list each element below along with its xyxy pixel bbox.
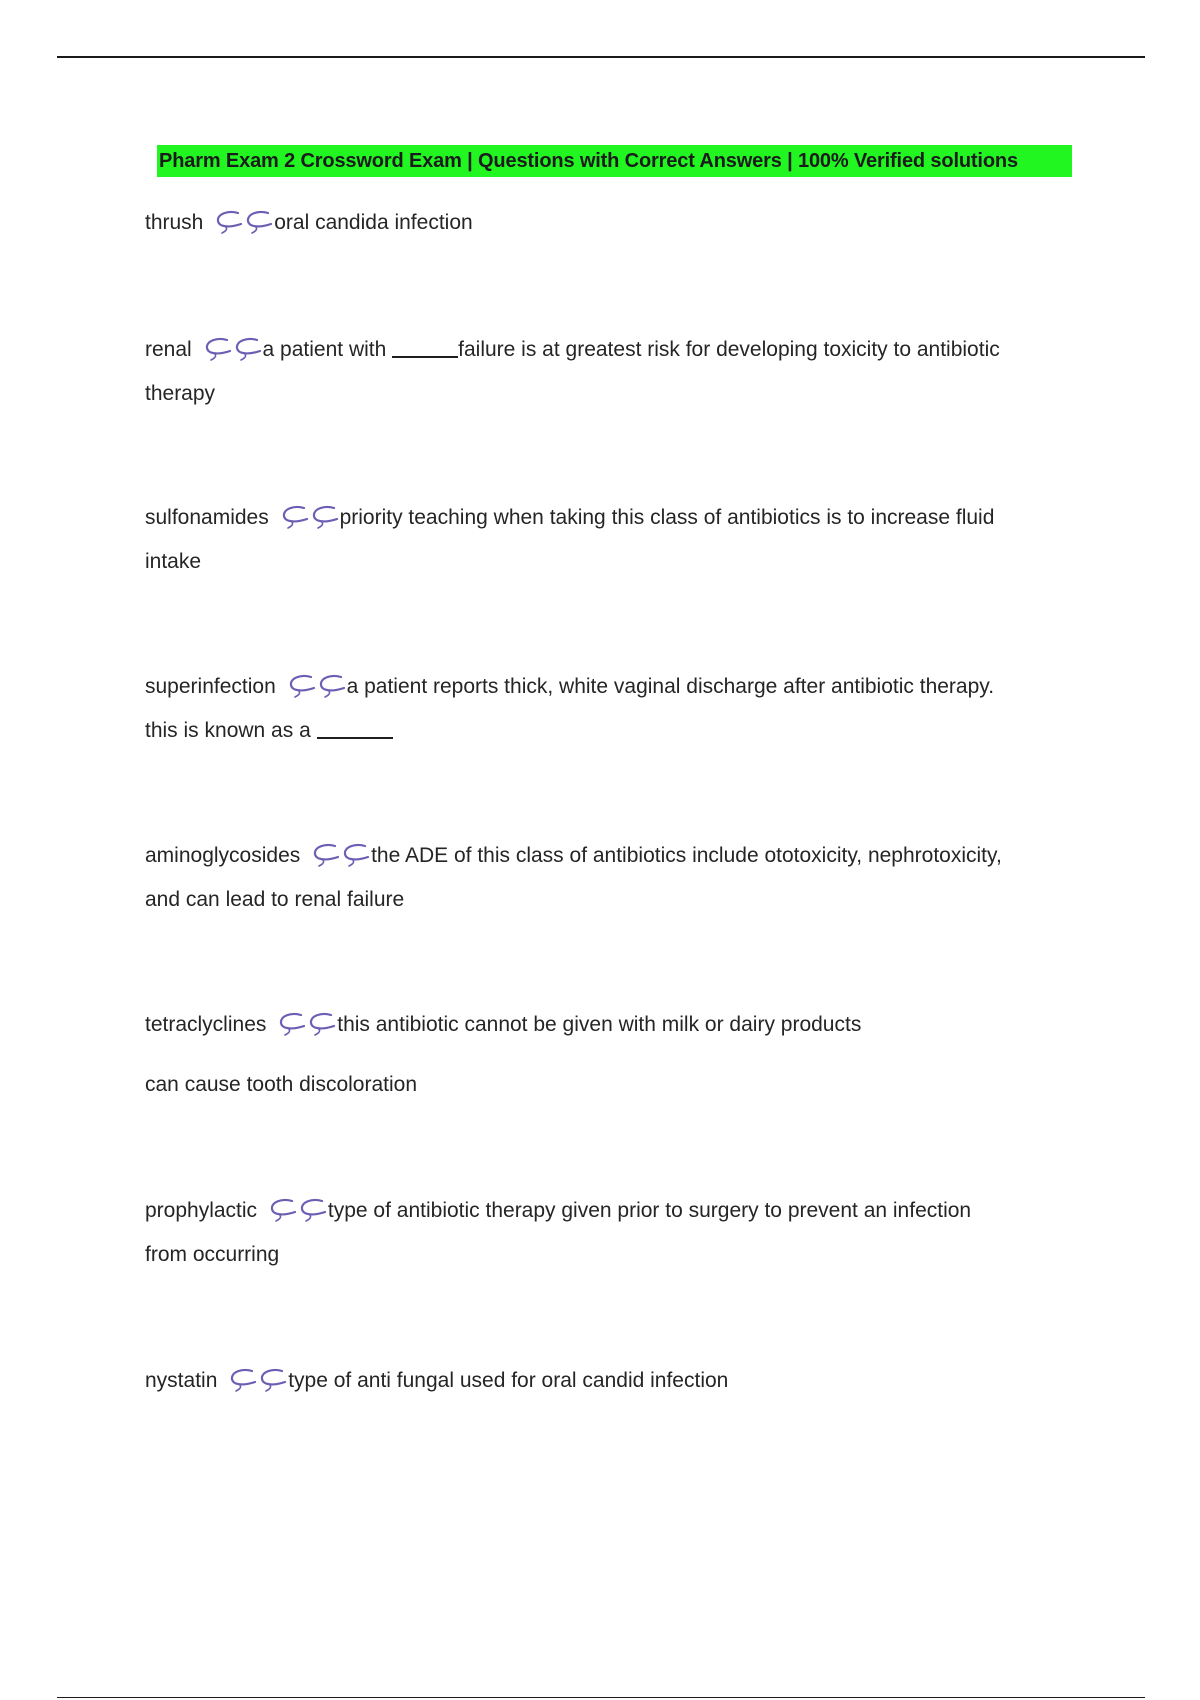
term: aminoglycosides [145, 844, 301, 867]
definition-line-2 [145, 709, 1065, 753]
definition-line-2: and can lead to renal failure [145, 888, 405, 911]
qa-entry-thrush [145, 201, 1065, 245]
answer-blank [317, 719, 393, 739]
term: thrush [145, 211, 204, 234]
qa-entry-renal [145, 328, 1065, 416]
definition: a patient reports thick, white vaginal discharge after antibiotic therapy. [346, 675, 995, 698]
qa-entry-tetraclyclines [145, 1003, 1065, 1107]
double-curl-arrow-icon [202, 334, 263, 362]
term: sulfonamides [145, 506, 269, 529]
qa-entry-nystatin [145, 1359, 1065, 1403]
term: prophylactic [145, 1199, 258, 1222]
qa-entry-aminoglycosides [145, 834, 1065, 922]
definition: a patient with [262, 338, 393, 361]
term: nystatin [145, 1369, 218, 1392]
term: renal [145, 338, 192, 361]
double-curl-arrow-icon [227, 1365, 288, 1393]
document-title: Pharm Exam 2 Crossword Exam | Questions with Correct Answers | 100% Verified solutions [159, 150, 1018, 172]
qa-entry-sulfonamides [145, 496, 1065, 584]
definition-line-2: intake [145, 550, 202, 573]
definition: priority teaching when taking this class of antibiotics is to increase fluid [339, 506, 995, 529]
double-curl-arrow-icon [267, 1195, 328, 1223]
bottom-rule [57, 1697, 1145, 1698]
double-curl-arrow-icon [279, 502, 340, 530]
term: tetraclyclines [145, 1013, 267, 1036]
qa-entry-superinfection [145, 665, 1065, 753]
definition-line-2: can cause tooth discoloration [145, 1073, 418, 1096]
definition-continued: failure is at greatest risk for developing toxicity to antibiotic [458, 338, 1000, 361]
definition: type of antibiotic therapy given prior to surgery to prevent an infection [327, 1199, 972, 1222]
definition: type of anti fungal used for oral candid infection [288, 1369, 729, 1392]
double-curl-arrow-icon [276, 1009, 337, 1037]
double-curl-arrow-icon [310, 840, 371, 868]
definition: this antibiotic cannot be given with milk or dairy products [337, 1013, 862, 1036]
definition-line-2: therapy [145, 382, 216, 405]
double-curl-arrow-icon [286, 671, 347, 699]
definition: oral candida infection [274, 211, 473, 234]
term: superinfection [145, 675, 276, 698]
definition-line-2: from occurring [145, 1243, 280, 1266]
top-rule [57, 56, 1145, 58]
definition: the ADE of this class of antibiotics include ototoxicity, nephrotoxicity, [371, 844, 1002, 867]
qa-entry-prophylactic [145, 1189, 1065, 1277]
title-highlight [157, 145, 1072, 177]
double-curl-arrow-icon [213, 207, 274, 235]
answer-blank [392, 338, 458, 358]
definition-line-2-text: this is known as a [145, 719, 317, 742]
